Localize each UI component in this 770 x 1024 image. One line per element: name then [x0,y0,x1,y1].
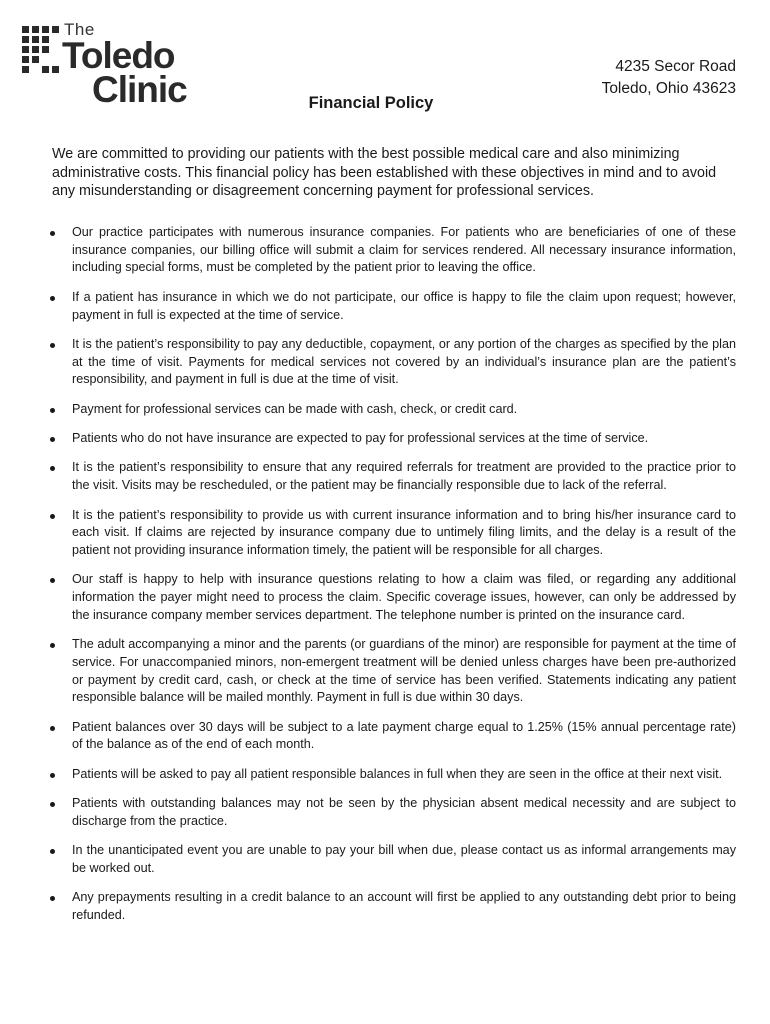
policy-bullet-item [48,289,736,324]
bullet-dot-icon [50,231,55,236]
policy-bullet-item [48,430,736,448]
bullet-dot-icon [50,343,55,348]
policy-bullet-text: Patients who do not have insurance are expected to pay for professional services at the time of service. [72,431,649,446]
policy-bullet-item [48,401,736,419]
policy-bullet-item [48,571,736,624]
policy-bullet-item [48,336,736,389]
logo-text-toledo: Toledo [62,35,175,76]
bullet-dot-icon [50,296,55,301]
bullet-dot-icon [50,578,55,583]
bullet-dot-icon [50,802,55,807]
policy-bullet-item [48,224,736,277]
bullet-dot-icon [50,849,55,854]
policy-bullet-text: In the unanticipated event you are unable to pay your bill when due, please contact us as informal arrangements may be worked out. [72,843,736,875]
policy-bullet-item [48,795,736,830]
policy-bullet-list [48,224,736,936]
policy-bullet-text: Our practice participates with numerous insurance companies. For patients who are beneficiaries of one of these insurance companies, our billing office will submit a claim for services rendered. All necessary insurance information, including special forms, must be completed by the patient prior to leaving the office. [72,225,736,275]
bullet-dot-icon [50,726,55,731]
policy-bullet-item [48,459,736,494]
logo-text-clinic: Clinic [92,69,187,110]
bullet-dot-icon [50,773,55,778]
bullet-dot-icon [50,408,55,413]
policy-bullet-text: It is the patient’s responsibility to provide us with current insurance information and to bring his/her insurance card to each visit. If claims are rejected by insurance company due to untimely filing limits, and the delay is a result of the patient not providing insurance information timely, the patient will be responsible for all charges. [72,507,736,557]
address-city: Toledo, Ohio 43623 [601,80,736,97]
policy-bullet-item [48,636,736,707]
policy-bullet-text: It is the patient’s responsibility to ensure that any required referrals for treatment are provided to the practice prior to the visit. Visits may be rescheduled, or the patient may be financially responsible due to lack of the referral. [72,460,736,493]
address-street: 4235 Secor Road [615,58,736,75]
policy-bullet-text: Payment for professional services can be made with cash, check, or credit card. [72,401,518,416]
bullet-dot-icon [50,896,55,901]
bullet-dot-icon [50,514,55,519]
bullet-dot-icon [50,643,55,648]
logo-text-the: The [64,20,95,39]
policy-bullet-text: It is the patient’s responsibility to pay any deductible, copayment, or any portion of the charges as specified by the plan at the time of visit. Payments for medical services not covered by an individual’s insurance plan are the patient’s responsibility, and payment in full is due at the time of visit. [72,336,736,387]
bullet-dot-icon [50,437,55,442]
policy-bullet-text: Patient balances over 30 days will be subject to a late payment charge equal to 1.25% (15% annual percentage rate) of the balance as of the end of each month. [72,719,736,752]
policy-bullet-text: If a patient has insurance in which we do not participate, our office is happy to file the claim upon request; however, payment in full is expected at the time of service. [72,289,736,322]
bullet-dot-icon [50,466,55,471]
logo-dot-grid-icon [22,26,62,78]
intro-paragraph: We are committed to providing our patients with the best possible medical care and also minimizing administrative costs. This financial policy has been established with these objectives in mind and to avoid any misunderstanding or disagreement concerning payment for professional services. [52,146,717,199]
policy-bullet-text: Patients with outstanding balances may not be seen by the physician absent medical necessity and are subject to discharge from the practice. [72,796,736,828]
policy-bullet-text: Any prepayments resulting in a credit balance to an account will first be applied to any outstanding debt prior to being refunded. [72,890,736,923]
page-title: Financial Policy [308,94,434,112]
policy-bullet-text: Our staff is happy to help with insurance questions relating to how a claim was filed, or regarding any additional information the payer might need to process the claim. Specific coverage issues, however, can only be addressed by the insurance company member services department. The telephone number is printed on the insurance card. [72,572,736,622]
policy-bullet-item [48,766,736,784]
policy-bullet-item [48,889,736,924]
policy-bullet-item [48,719,736,754]
policy-bullet-item [48,507,736,560]
policy-bullet-text: The adult accompanying a minor and the parents (or guardians of the minor) are responsible for payment at the time of service. For unaccompanied minors, non-emergent treatment will be denied unless charges have been pre-authorized or payment by credit card, cash, or check at the time of service has been verified. Statements indicating any patient responsible balance will be mailed monthly. Payment in full is due within 30 days. [72,637,736,705]
policy-bullet-text: Patients will be asked to pay all patient responsible balances in full when they are seen in the office at their next visit. [72,766,723,781]
policy-bullet-item [48,842,736,877]
